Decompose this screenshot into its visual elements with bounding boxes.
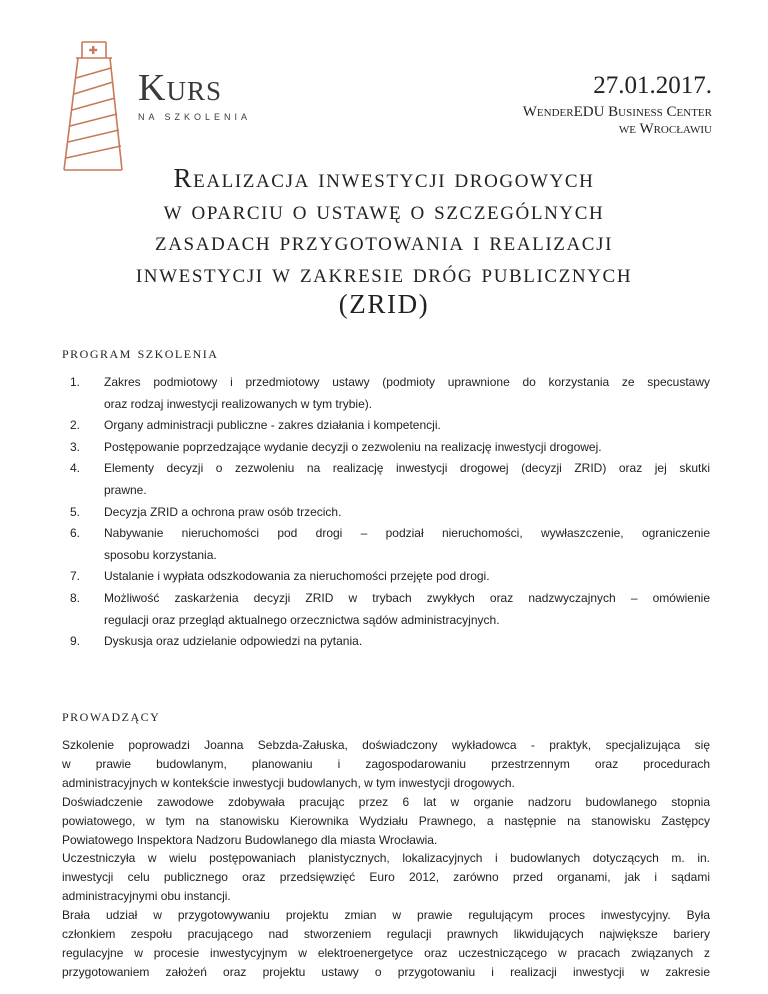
program-item-number: 8. (70, 590, 81, 605)
bio-line: inwestycji celu publicznego oraz przedsięwzięć Euro 2012, zarówno przed organami, jak i sądami (62, 870, 710, 885)
program-item-text: Nabywanie nieruchomości pod drogi – podział nieruchomości, wywłaszczenie, ograniczenie (104, 526, 710, 541)
program-item-number: 9. (70, 634, 81, 649)
program-item-number: 4. (70, 461, 81, 476)
logo (62, 36, 262, 176)
page-title (60, 163, 708, 321)
bio-line: członkiem zespołu pracującego nad stworzeniem regulacji prawnych likwidujących największe bariery (62, 927, 710, 942)
instructor-bio (62, 736, 710, 982)
program-item-number: 3. (70, 439, 81, 454)
program-item-text: Ustalanie i wypłata odszkodowania za nieruchomości przejęte pod drogi. (104, 569, 490, 584)
program-heading: program szkolenia (62, 343, 219, 362)
brand-name: Kurs (138, 67, 222, 109)
program-item-number: 1. (70, 375, 81, 389)
program-item-text: Organy administracji publiczne - zakres działania i kompetencji. (104, 418, 441, 433)
venue-line: we Wrocławiu (618, 121, 712, 137)
program-item (70, 588, 710, 631)
program-item-number: 6. (70, 526, 81, 541)
bio-line: Powiatowego Inspektora Nadzoru Budowlanego dla miasta Wrocławia. (62, 832, 438, 847)
program-item-number: 2. (70, 418, 81, 433)
program-item (70, 631, 710, 653)
program-item-text: oraz rodzaj inwestycji realizowanych w tym trybie). (104, 396, 373, 411)
program-item (70, 372, 710, 415)
bio-line: w prawie budowlanym, planowaniu i zagospodarowaniu przestrzennym oraz procedurach (62, 756, 710, 771)
bio-line: administracyjnymi obu instancji. (62, 889, 231, 904)
bio-line: Doświadczenie zawodowe zdobywała pracując przez 6 lat w organie nadzoru budowlanego stopnia (62, 794, 710, 809)
program-item-text: prawne. (104, 482, 147, 497)
program-item-text: regulacji oraz przegląd aktualnego orzecznictwa sądów administracyjnych. (104, 612, 500, 627)
program-item (70, 502, 710, 524)
bio-line: powiatowego, w tym na stanowisku Kierownika Wydziału Prawnego, a następnie na stanowisku Zastępcy (62, 813, 710, 828)
bio-line: administracyjnych w kontekście inwestycji budowlanych, w tym inwestycji drogowych. (62, 775, 515, 790)
title-line: w oparciu o ustawę o szczególnych (163, 194, 605, 225)
venue-line: WenderEDU Business Center (522, 104, 712, 120)
title-line: inwestycji w zakresie dróg publicznych (135, 257, 633, 288)
bio-line: Szkolenie poprowadzi Joanna Sebzda-Załuska, doświadczony wykładowca - praktyk, specjalizująca się (62, 738, 710, 752)
program-item-text: sposobu korzystania. (104, 547, 217, 562)
venue (523, 104, 712, 138)
program-item-text: Dyskusja oraz udzielanie odpowiedzi na pytania. (104, 634, 363, 649)
program-item-text: Zakres podmiotowy i przedmiotowy ustawy (podmioty uprawnione do korzystania ze specustawy (104, 375, 710, 389)
program-item (70, 415, 710, 437)
program-item-text: Decyzja ZRID a ochrona praw osób trzecich. (104, 504, 342, 519)
bio-line: regulacyjne w procesie inwestycyjnym w elektroenergetyce oraz uczestniczącego w pracach związanych z (62, 945, 710, 960)
program-item (70, 523, 710, 566)
event-date: 27.01.2017. (593, 72, 712, 99)
program-item-number: 5. (70, 504, 81, 519)
bio-line: Brała udział w przygotowywaniu projektu zmian w prawie regulującym proces inwestycyjny. Była (62, 908, 710, 923)
program-item (70, 566, 710, 588)
program-item-text: Postępowanie poprzedzające wydanie decyzji o zezwoleniu na realizację inwestycji drogowej. (104, 439, 602, 454)
lighthouse-icon (62, 36, 132, 176)
instructor-heading: prowadzący (62, 706, 161, 725)
program-item-text: Możliwość zaskarżenia decyzji ZRID w trybach zwykłych oraz nadzwyczajnych – omówienie (104, 590, 710, 605)
program-item (70, 437, 710, 459)
bio-line: przygotowaniem założeń oraz projektu ustawy o przygotowaniu i realizacji inwestycji w zakresie (62, 964, 710, 979)
program-item (70, 458, 710, 501)
title-line: Realizacja inwestycji drogowych (173, 163, 595, 193)
program-list (70, 372, 710, 653)
title-line: (ZRID) (338, 289, 430, 319)
title-line: zasadach przygotowania i realizacji (155, 226, 613, 256)
program-item-number: 7. (70, 569, 81, 584)
brand-subtitle: NA SZKOLENIA (138, 112, 252, 122)
program-item-text: Elementy decyzji o zezwoleniu na realizację inwestycji drogowej (decyzji ZRID) oraz jej skutki (104, 461, 710, 476)
bio-line: Uczestniczyła w wielu postępowaniach planistycznych, lokalizacyjnych i budowlanych dotyczących m. in. (62, 851, 710, 866)
